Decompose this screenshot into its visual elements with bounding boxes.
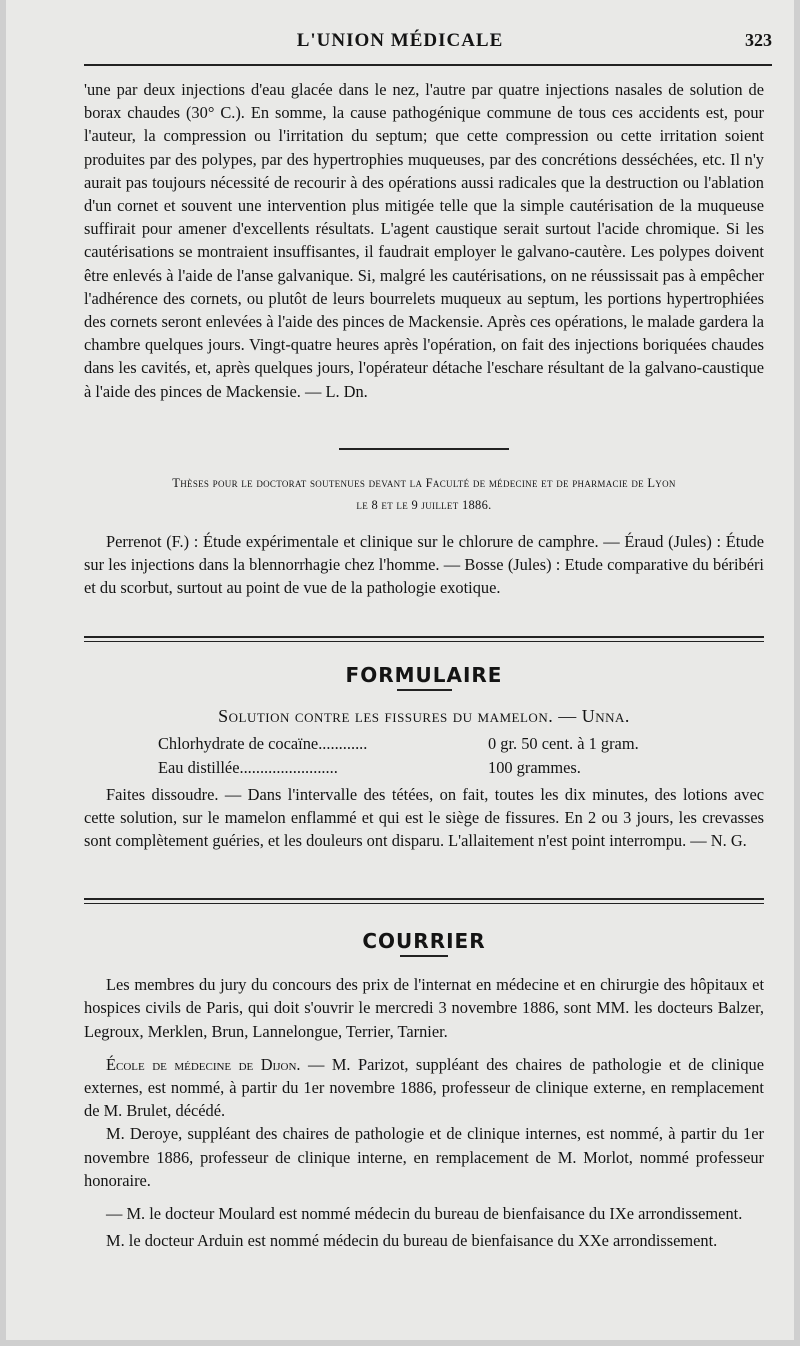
ingredient-dose: 0 gr. 50 cent. à 1 gram. <box>488 734 639 754</box>
title-underline <box>400 955 448 957</box>
section-divider <box>339 448 509 450</box>
courrier-paragraph: Les membres du jury du concours des prix de l'internat en médecine et en chirurgie des hôpitaux et hospices civils de Paris, qui doit s'ouvrir le mercredi 3 novembre 1886, sont MM. les docteurs Balzer, Legroux, Merklen, Brun, Lannelongue, Terrier, Tarnier. <box>84 975 764 1041</box>
dijon-label: École de médecine de Dijon. <box>106 1054 301 1074</box>
ingredient-name: Eau distillée........................ <box>158 757 338 777</box>
courrier-title: COURRIER <box>362 929 486 953</box>
running-title: L'UNION MÉDICALE <box>296 30 504 51</box>
theses-section <box>84 448 764 600</box>
ingredient-name: Chlorhydrate de cocaïne............ <box>158 734 368 754</box>
formulaire-section <box>84 636 764 852</box>
header-rule <box>84 64 772 66</box>
ingredient-dose: 100 grammes. <box>488 757 581 777</box>
page-number: 323 <box>745 30 772 50</box>
theses-list: Perrenot (F.) : Étude expérimentale et clinique sur le chlorure de camphre. — Éraud (Jules) : Étude sur les injections dans la blennorrhagie chez l'homme. — Bosse (Jules) : Etude comparative du béribéri et du scorbut, surtout au point de vue de la pathologie exotique. <box>84 532 764 598</box>
ingredient-row <box>84 756 764 779</box>
double-rule <box>84 898 764 904</box>
dijon-text: — M. Parizot, suppléant des chaires de pathologie et de clinique externes, est nommé, à partir du 1er novembre 1886, professeur de clinique externe, en remplacement de M. Brulet, décédé. <box>84 1054 764 1121</box>
article-paragraph: 'une par deux injections d'eau glacée dans le nez, l'autre par quatre injections nasales de solution de borax chaudes (30° C.). En somme, la cause pathogénique commune de tous ces accidents est, pour l'auteur, la compression ou l'irritation du septum; que cette compression ou cette irritation soient produites par des polypes, par des hypertrophies muqueuses, par des concrétions desséchées, etc. Il n'y aurait pas toujours nécessité de recourir à des opérations aussi radicales que la destruction ou l'ablation d'un cornet et souvent une intervention plus mitigée telle que la simple cautérisation de la muqueuse suffirait pour amener d'excellents résultats. L'agent caustique serait surtout l'acide chromique. Si les cautérisations se montraient insuffisantes, il faudrait employer le galvano-cautère. Les polypes doivent être enlevés à l'aide de l'anse galvanique. Si, malgré les cautérisations, on ne réussissait pas à empêcher l'adhérence des cornets, ou plutôt de leurs bourrelets muqueux au septum, les portions hypertrophiées des cornets seront enlevées à l'aide des pinces de Mackensie. Après ces opérations, le malade gardera la chambre quelques jours. Vingt-quatre heures après l'opération, on fait des injections boriquées chaudes dans les cavités, et, après quelques jours, l'opérateur détache l'eschare résultant de la galvano-caustique à l'aide des pinces de Mackensie. — L. Dn. <box>84 80 764 401</box>
ingredient-row <box>84 732 764 755</box>
theses-heading: Thèses pour le doctorat soutenues devant la Faculté de médecine et de pharmacie de Lyon le 8 et le 9 juillet 1886. <box>172 476 676 512</box>
document-page <box>6 0 794 1340</box>
courrier-paragraph: M. le docteur Arduin est nommé médecin du bureau de bienfaisance du XXe arrondissement. <box>106 1231 718 1251</box>
courrier-paragraph: M. Deroye, suppléant des chaires de pathologie et de clinique internes, est nommé, à partir du 1er novembre 1886, professeur de clinique interne, en remplacement de M. Morlot, nommé professeur honoraire. <box>84 1124 764 1190</box>
formula-instructions: Faites dissoudre. — Dans l'intervalle des tétées, on fait, toutes les dix minutes, des lotions avec cette solution, sur le mamelon enflammé et qui est le siège de fissures. En 2 ou 3 jours, les crevasses sont complètement guéries, et les douleurs ont disparu. L'allaitement n'est point interrompu. — N. G. <box>84 784 764 851</box>
article-continuation <box>84 78 764 403</box>
formulaire-title: FORMULAIRE <box>345 663 503 687</box>
courrier-section <box>84 898 764 1252</box>
formula-title: Solution contre les fissures du mamelon. — Unna. <box>218 706 630 727</box>
courrier-paragraph-dijon <box>84 1053 764 1123</box>
double-rule <box>84 636 764 642</box>
title-underline <box>397 689 452 691</box>
ingredient-list <box>84 732 764 778</box>
page-header <box>6 30 794 60</box>
courrier-paragraph: — M. le docteur Moulard est nommé médecin du bureau de bienfaisance du IXe arrondissement. <box>106 1204 743 1224</box>
